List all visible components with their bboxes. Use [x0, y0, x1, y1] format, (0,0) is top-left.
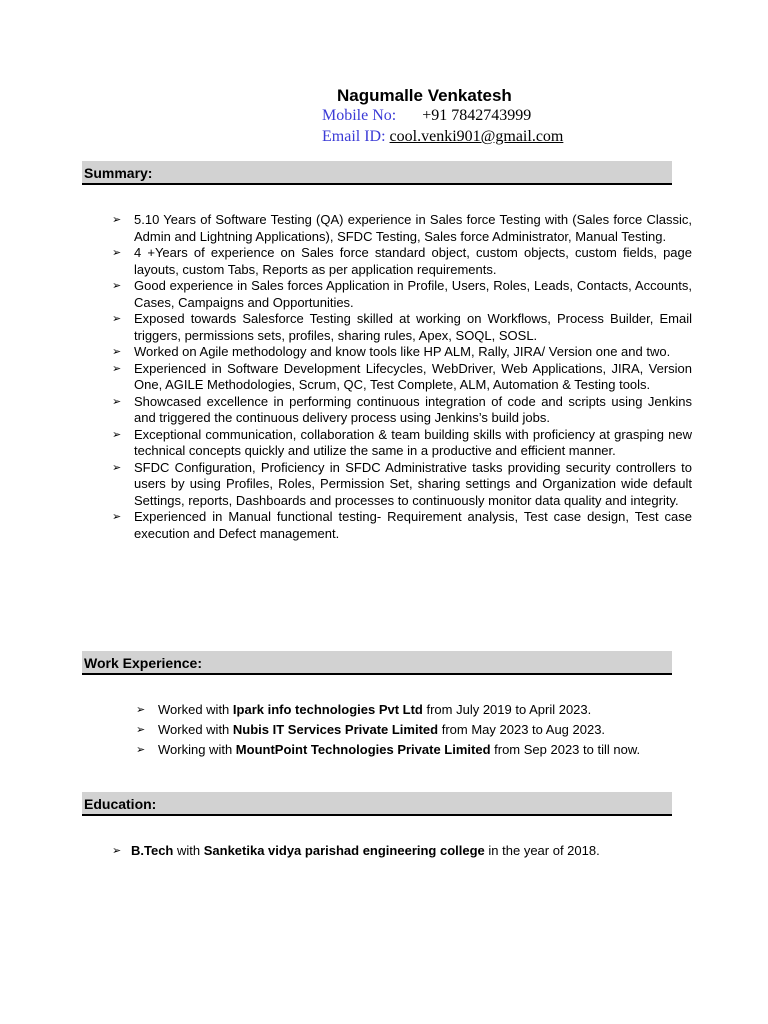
company-name: MountPoint Technologies Private Limited	[235, 742, 491, 757]
work-item-period: from May 2023 to Aug 2023.	[438, 722, 606, 737]
arrow-bullet-icon: ➢	[136, 744, 146, 756]
summary-header	[82, 161, 672, 185]
work-item-prefix: Worked with	[158, 702, 233, 717]
arrow-bullet-icon: ➢	[112, 395, 122, 408]
candidate-name: Nagumalle Venkatesh	[337, 86, 512, 105]
arrow-bullet-icon: ➢	[136, 704, 146, 716]
arrow-bullet-icon: ➢	[112, 214, 122, 226]
work-item-period: from Sep 2023 to till now.	[490, 742, 641, 757]
work-item	[136, 740, 696, 760]
work-item-period: from July 2019 to April 2023.	[422, 702, 592, 717]
degree: B.Tech	[131, 843, 174, 858]
summary-item	[112, 278, 692, 311]
education-connector: with	[173, 843, 204, 858]
email-link[interactable]: cool.venki901@gmail.com	[389, 128, 564, 145]
work-item	[136, 720, 696, 740]
work-item-prefix: Worked with	[158, 722, 233, 737]
arrow-bullet-icon: ➢	[112, 428, 122, 441]
mobile-number: +91 7842743999	[422, 107, 532, 124]
summary-item	[112, 311, 692, 344]
summary-item	[112, 509, 692, 542]
education-item	[112, 842, 712, 860]
summary-item-text: 5.10 Years of Software Testing (QA) experience in Sales force Testing with (Sales force Classic, Admin and Lightning Applications), SFDC Testing, Sales force Administrator, Manual Testing.	[134, 212, 692, 244]
arrow-bullet-icon: ➢	[112, 346, 122, 358]
email-line	[322, 128, 563, 146]
summary-item	[112, 394, 692, 427]
summary-list	[112, 212, 692, 542]
summary-item	[112, 427, 692, 460]
arrow-bullet-icon: ➢	[112, 511, 122, 523]
email-label: Email ID:	[322, 128, 386, 145]
summary-item-text: Showcased excellence in performing continuous integration of code and scripts using Jenkins and triggered the continuous delivery process using Jenkins’s build jobs.	[134, 393, 692, 425]
summary-item	[112, 361, 692, 394]
summary-title: Summary:	[84, 165, 153, 181]
college-name: Sanketika vidya parishad engineering college	[203, 843, 485, 858]
arrow-bullet-icon: ➢	[136, 724, 146, 736]
summary-item	[112, 460, 692, 510]
work-item-prefix: Working with	[158, 742, 236, 757]
summary-item-text: Worked on Agile methodology and know tools like HP ALM, Rally, JIRA/ Version one and two.	[134, 344, 671, 359]
arrow-bullet-icon: ➢	[112, 845, 122, 857]
mobile-label: Mobile No:	[322, 107, 397, 124]
summary-item-text: Exposed towards Salesforce Testing skilled at working on Workflows, Process Builder, Email triggers, permissions sets, profiles, sharing rules, Apex, SOQL, SOSL.	[134, 311, 692, 343]
summary-item	[112, 212, 692, 245]
company-name: Ipark info technologies Pvt Ltd	[232, 702, 423, 717]
work-experience-header	[82, 651, 672, 675]
summary-item-text: 4 +Years of experience on Sales force standard object, custom objects, custom fields, page layouts, custom Tabs, Reports as per application requirements.	[134, 245, 692, 277]
summary-item	[112, 344, 692, 361]
work-experience-title: Work Experience:	[84, 655, 203, 671]
summary-item	[112, 245, 692, 278]
education-year: in the year of 2018.	[484, 843, 600, 858]
arrow-bullet-icon: ➢	[112, 247, 122, 259]
arrow-bullet-icon: ➢	[112, 313, 122, 325]
arrow-bullet-icon: ➢	[112, 362, 122, 375]
company-name: Nubis IT Services Private Limited	[232, 722, 439, 737]
education-title: Education:	[84, 796, 157, 812]
arrow-bullet-icon: ➢	[112, 280, 122, 292]
summary-item-text: Experienced in Manual functional testing- Requirement analysis, Test case design, Test case execution and Defect management.	[134, 509, 692, 541]
work-item	[136, 700, 696, 720]
mobile-line	[322, 107, 531, 125]
summary-item-text: SFDC Configuration, Proficiency in SFDC Administrative tasks providing security controllers to users by using Profiles, Roles, Permission Set, sharing settings and Organization wide default Settings, reports, Dashboards and processes to continuously monitor data quality and integrity.	[134, 459, 692, 508]
work-experience-list	[136, 700, 696, 760]
summary-item-text: Experienced in Software Development Lifecycles, WebDriver, Web Applications, JIRA, Version One, AGILE Methodologies, Scrum, QC, Test Complete, ALM, Automation & Testing tools.	[134, 360, 692, 392]
summary-item-text: Good experience in Sales forces Application in Profile, Users, Roles, Leads, Contacts, Accounts, Cases, Campaigns and Opportunities.	[134, 278, 692, 310]
education-header	[82, 792, 672, 816]
summary-item-text: Exceptional communication, collaboration & team building skills with proficiency at grasping new technical concepts quickly and utilize the same in a productive and efficient manner.	[134, 426, 692, 458]
arrow-bullet-icon: ➢	[112, 461, 122, 474]
